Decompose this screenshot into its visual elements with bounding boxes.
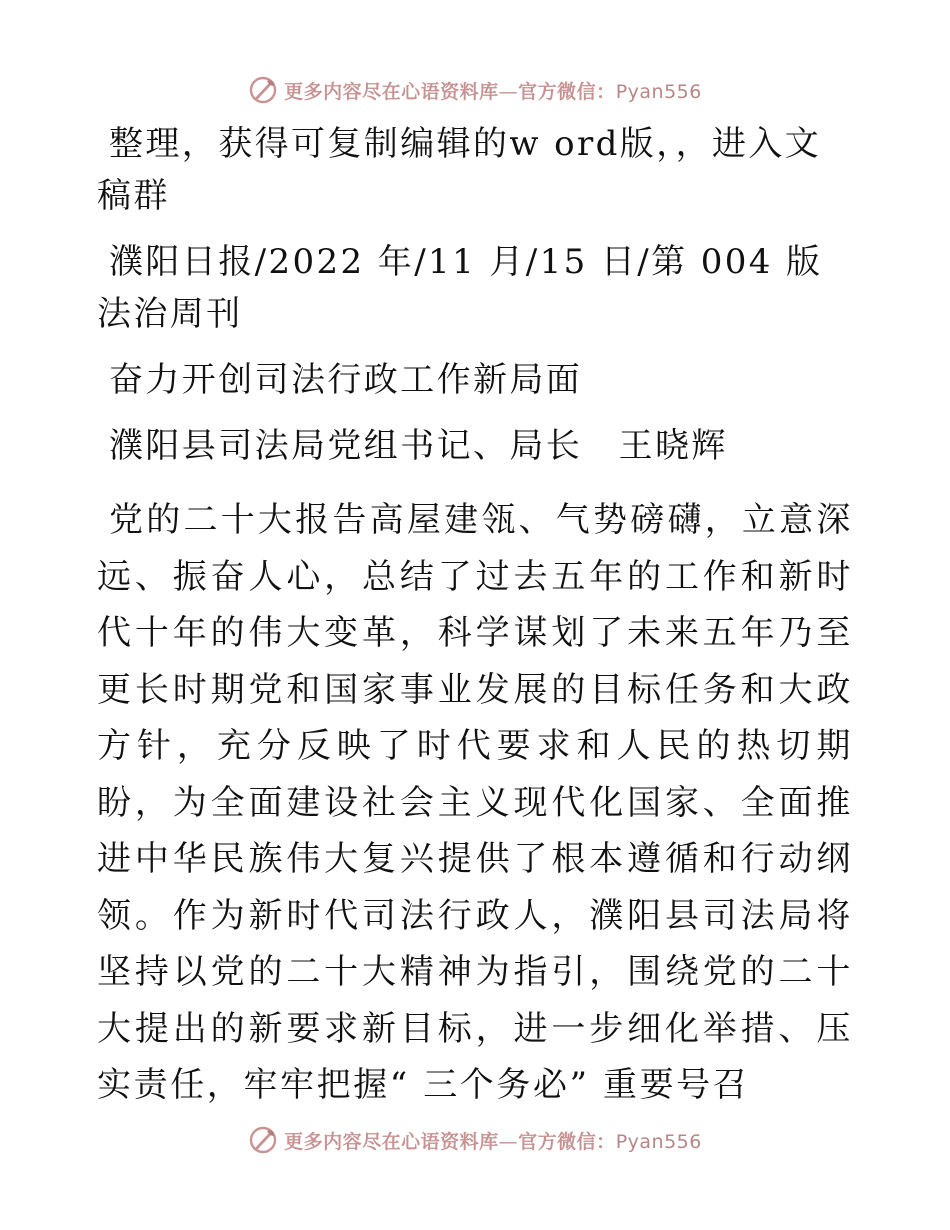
download-notice: 整理，获得可复制编辑的w ord版，，进入文稿群 xyxy=(97,124,822,216)
source-line: 濮阳日报/2022 年/11 月/15 日/第 004 版法治周刊 xyxy=(97,242,823,334)
quill-circle-icon xyxy=(248,1125,278,1155)
article-title: 奋力开创司法行政工作新局面 xyxy=(109,360,583,400)
document-content xyxy=(97,118,853,1114)
footer-watermark xyxy=(0,1120,950,1160)
article-author: 濮阳县司法局党组书记、局长 王晓辉 xyxy=(109,426,728,466)
article-body: 党的二十大报告高屋建瓴、气势磅礴，立意深远、振奋人心，总结了过去五年的工作和新时代十年的伟大变革，科学谋划了未来五年乃至更长时期党和国家事业发展的目标任务和大政方针，充分反映了时代要求和人民的热切期盼，为全面建设社会主义现代化国家、全面推进中华民族伟大复兴提供了根本遵循和行动纲领。作为新时代司法行政人，濮阳县司法局将坚持以党的二十大精神为指引，围绕党的二十大提出的新要求新目标，进一步细化举措、压实责任，牢牢把握“ 三个务必” 重要号召 xyxy=(97,500,853,1105)
quill-circle-icon xyxy=(248,75,278,105)
watermark-text: 更多内容尽在心语资料库—官方微信：Pyan556 xyxy=(284,80,702,103)
header-watermark xyxy=(0,70,950,110)
watermark-text: 更多内容尽在心语资料库—官方微信：Pyan556 xyxy=(284,1130,702,1153)
